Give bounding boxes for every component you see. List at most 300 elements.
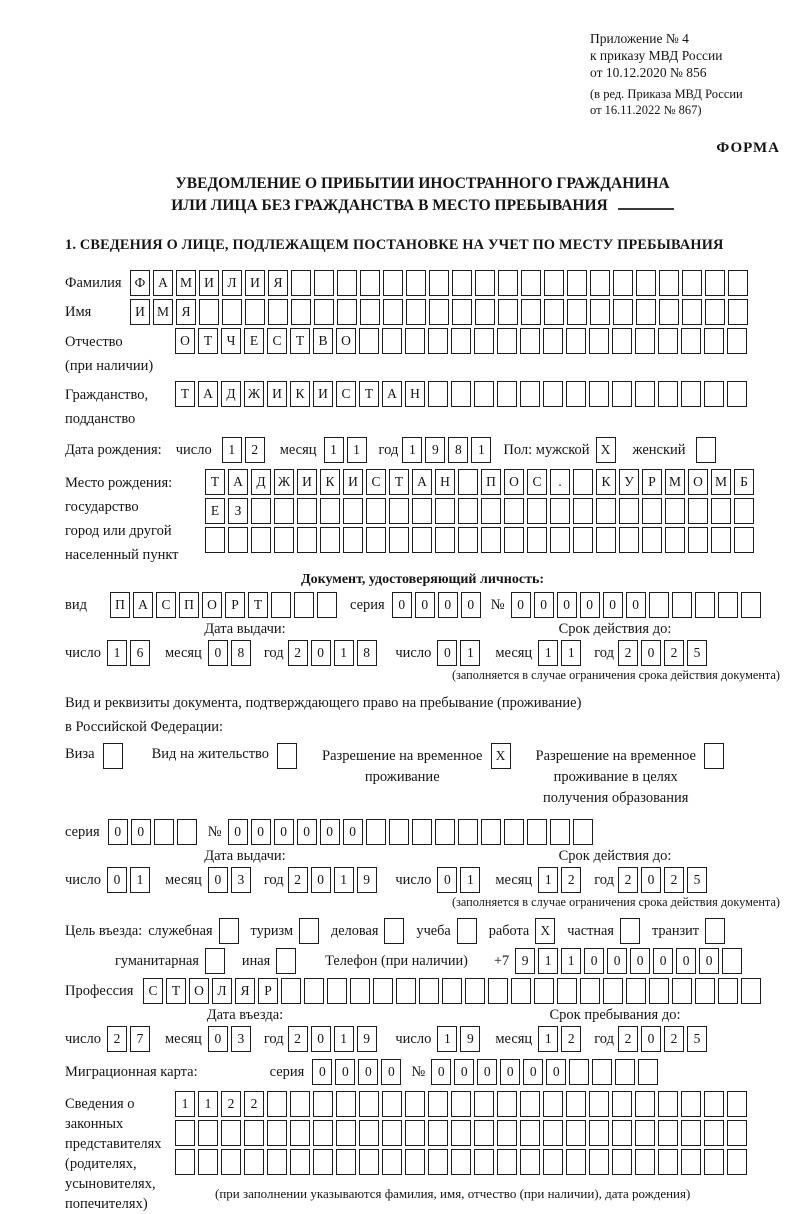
char-cell[interactable]	[741, 592, 761, 618]
char-cell[interactable]	[389, 527, 409, 553]
char-cell[interactable]	[458, 527, 478, 553]
char-cell[interactable]: Ж	[274, 469, 294, 495]
char-cell[interactable]: 2	[664, 867, 684, 893]
char-cell[interactable]	[481, 498, 501, 524]
char-cell[interactable]: 0	[251, 819, 271, 845]
char-cell[interactable]: Т	[389, 469, 409, 495]
char-cell[interactable]	[389, 819, 409, 845]
char-cell[interactable]	[366, 819, 386, 845]
char-cell[interactable]: X	[535, 918, 555, 944]
char-cell[interactable]	[589, 328, 609, 354]
char-cell[interactable]	[405, 1149, 425, 1175]
char-cell[interactable]: 0	[311, 867, 331, 893]
char-cell[interactable]	[304, 978, 324, 1004]
char-cell[interactable]: Р	[225, 592, 245, 618]
char-cell[interactable]	[474, 328, 494, 354]
char-cell[interactable]: Н	[435, 469, 455, 495]
char-cell[interactable]	[221, 1120, 241, 1146]
char-cell[interactable]	[458, 819, 478, 845]
char-cell[interactable]	[336, 1091, 356, 1117]
char-cell[interactable]	[658, 1091, 678, 1117]
char-cell[interactable]	[580, 978, 600, 1004]
char-cell[interactable]	[569, 1059, 589, 1085]
char-cell[interactable]	[474, 1091, 494, 1117]
char-cell[interactable]: Ж	[244, 381, 264, 407]
char-cell[interactable]: А	[153, 270, 173, 296]
char-cell[interactable]	[314, 299, 334, 325]
char-cell[interactable]	[649, 592, 669, 618]
char-cell[interactable]: Т	[166, 978, 186, 1004]
char-cell[interactable]: 0	[381, 1059, 401, 1085]
char-cell[interactable]: И	[343, 469, 363, 495]
char-cell[interactable]	[550, 819, 570, 845]
char-cell[interactable]	[589, 1149, 609, 1175]
char-cell[interactable]	[268, 299, 288, 325]
char-cell[interactable]	[688, 527, 708, 553]
char-cell[interactable]: 0	[557, 592, 577, 618]
char-cell[interactable]	[635, 1120, 655, 1146]
char-cell[interactable]: 6	[130, 640, 150, 666]
char-cell[interactable]	[596, 527, 616, 553]
char-cell[interactable]	[592, 1059, 612, 1085]
char-cell[interactable]: 9	[515, 948, 535, 974]
char-cell[interactable]	[566, 381, 586, 407]
char-cell[interactable]	[638, 1059, 658, 1085]
char-cell[interactable]: 0	[431, 1059, 451, 1085]
char-cell[interactable]: 0	[208, 1026, 228, 1052]
char-cell[interactable]	[672, 592, 692, 618]
char-cell[interactable]	[359, 328, 379, 354]
char-cell[interactable]	[297, 527, 317, 553]
char-cell[interactable]	[382, 328, 402, 354]
char-cell[interactable]	[435, 527, 455, 553]
char-cell[interactable]	[382, 1149, 402, 1175]
char-cell[interactable]	[573, 819, 593, 845]
char-cell[interactable]: 0	[343, 819, 363, 845]
char-cell[interactable]: Я	[176, 299, 196, 325]
char-cell[interactable]: Д	[221, 381, 241, 407]
char-cell[interactable]	[603, 978, 623, 1004]
char-cell[interactable]	[727, 381, 747, 407]
char-cell[interactable]	[497, 1120, 517, 1146]
char-cell[interactable]	[711, 498, 731, 524]
char-cell[interactable]	[458, 469, 478, 495]
char-cell[interactable]: С	[336, 381, 356, 407]
char-cell[interactable]: 0	[603, 592, 623, 618]
char-cell[interactable]	[474, 381, 494, 407]
char-cell[interactable]	[705, 270, 725, 296]
char-cell[interactable]	[406, 270, 426, 296]
char-cell[interactable]: 0	[358, 1059, 378, 1085]
char-cell[interactable]: О	[175, 328, 195, 354]
char-cell[interactable]	[612, 1091, 632, 1117]
char-cell[interactable]	[727, 328, 747, 354]
char-cell[interactable]	[103, 743, 123, 769]
char-cell[interactable]	[297, 498, 317, 524]
char-cell[interactable]	[384, 918, 404, 944]
char-cell[interactable]: 0	[392, 592, 412, 618]
char-cell[interactable]: Я	[235, 978, 255, 1004]
char-cell[interactable]: И	[199, 270, 219, 296]
char-cell[interactable]	[360, 270, 380, 296]
char-cell[interactable]	[635, 328, 655, 354]
char-cell[interactable]	[313, 1091, 333, 1117]
char-cell[interactable]	[520, 1120, 540, 1146]
char-cell[interactable]	[291, 270, 311, 296]
char-cell[interactable]: В	[313, 328, 333, 354]
char-cell[interactable]: 3	[231, 867, 251, 893]
char-cell[interactable]	[290, 1091, 310, 1117]
char-cell[interactable]	[658, 381, 678, 407]
char-cell[interactable]	[718, 978, 738, 1004]
char-cell[interactable]	[711, 527, 731, 553]
char-cell[interactable]	[320, 498, 340, 524]
char-cell[interactable]: 0	[653, 948, 673, 974]
char-cell[interactable]	[267, 1091, 287, 1117]
char-cell[interactable]	[205, 527, 225, 553]
char-cell[interactable]: 2	[618, 1026, 638, 1052]
char-cell[interactable]	[696, 437, 716, 463]
char-cell[interactable]	[682, 270, 702, 296]
char-cell[interactable]: 2	[561, 867, 581, 893]
char-cell[interactable]: 0	[477, 1059, 497, 1085]
char-cell[interactable]	[475, 299, 495, 325]
char-cell[interactable]: 0	[676, 948, 696, 974]
char-cell[interactable]: 0	[584, 948, 604, 974]
char-cell[interactable]: Е	[205, 498, 225, 524]
char-cell[interactable]: 0	[437, 640, 457, 666]
char-cell[interactable]	[442, 978, 462, 1004]
char-cell[interactable]: 1	[538, 1026, 558, 1052]
char-cell[interactable]	[550, 527, 570, 553]
char-cell[interactable]: 9	[357, 867, 377, 893]
char-cell[interactable]	[313, 1149, 333, 1175]
char-cell[interactable]	[573, 527, 593, 553]
char-cell[interactable]: 0	[228, 819, 248, 845]
char-cell[interactable]	[175, 1149, 195, 1175]
char-cell[interactable]	[457, 918, 477, 944]
char-cell[interactable]	[451, 1120, 471, 1146]
char-cell[interactable]: 1	[561, 948, 581, 974]
char-cell[interactable]	[613, 270, 633, 296]
char-cell[interactable]: 5	[687, 1026, 707, 1052]
char-cell[interactable]: 9	[460, 1026, 480, 1052]
char-cell[interactable]	[681, 1120, 701, 1146]
char-cell[interactable]: Ч	[221, 328, 241, 354]
char-cell[interactable]	[350, 978, 370, 1004]
char-cell[interactable]	[428, 328, 448, 354]
char-cell[interactable]	[704, 381, 724, 407]
char-cell[interactable]: Т	[248, 592, 268, 618]
char-cell[interactable]	[198, 1120, 218, 1146]
char-cell[interactable]	[704, 328, 724, 354]
char-cell[interactable]	[619, 527, 639, 553]
char-cell[interactable]	[222, 299, 242, 325]
char-cell[interactable]	[294, 592, 314, 618]
char-cell[interactable]	[681, 381, 701, 407]
char-cell[interactable]: Л	[212, 978, 232, 1004]
char-cell[interactable]	[527, 527, 547, 553]
char-cell[interactable]	[343, 527, 363, 553]
char-cell[interactable]	[267, 1120, 287, 1146]
char-cell[interactable]: 0	[107, 867, 127, 893]
char-cell[interactable]	[419, 978, 439, 1004]
char-cell[interactable]: Е	[244, 328, 264, 354]
char-cell[interactable]	[665, 527, 685, 553]
char-cell[interactable]: 0	[320, 819, 340, 845]
char-cell[interactable]	[281, 978, 301, 1004]
char-cell[interactable]: 0	[108, 819, 128, 845]
char-cell[interactable]	[228, 527, 248, 553]
char-cell[interactable]	[543, 1120, 563, 1146]
char-cell[interactable]: 2	[288, 867, 308, 893]
char-cell[interactable]	[428, 1091, 448, 1117]
char-cell[interactable]	[718, 592, 738, 618]
char-cell[interactable]	[429, 299, 449, 325]
char-cell[interactable]	[451, 1091, 471, 1117]
char-cell[interactable]: 0	[274, 819, 294, 845]
char-cell[interactable]: П	[179, 592, 199, 618]
char-cell[interactable]: 0	[311, 640, 331, 666]
char-cell[interactable]: 0	[641, 867, 661, 893]
char-cell[interactable]: Р	[642, 469, 662, 495]
char-cell[interactable]: Д	[251, 469, 271, 495]
char-cell[interactable]: 1	[222, 437, 242, 463]
char-cell[interactable]	[458, 498, 478, 524]
char-cell[interactable]: М	[176, 270, 196, 296]
char-cell[interactable]	[566, 328, 586, 354]
char-cell[interactable]: А	[412, 469, 432, 495]
char-cell[interactable]	[520, 381, 540, 407]
char-cell[interactable]	[314, 270, 334, 296]
char-cell[interactable]	[290, 1120, 310, 1146]
char-cell[interactable]: К	[320, 469, 340, 495]
char-cell[interactable]: 0	[580, 592, 600, 618]
char-cell[interactable]: 0	[630, 948, 650, 974]
char-cell[interactable]	[504, 819, 524, 845]
char-cell[interactable]	[590, 270, 610, 296]
char-cell[interactable]	[566, 1120, 586, 1146]
char-cell[interactable]	[336, 1120, 356, 1146]
char-cell[interactable]	[619, 498, 639, 524]
char-cell[interactable]	[659, 270, 679, 296]
char-cell[interactable]	[497, 328, 517, 354]
char-cell[interactable]	[474, 1120, 494, 1146]
char-cell[interactable]	[635, 381, 655, 407]
char-cell[interactable]	[382, 1091, 402, 1117]
char-cell[interactable]: Л	[222, 270, 242, 296]
char-cell[interactable]	[451, 1149, 471, 1175]
char-cell[interactable]	[244, 1120, 264, 1146]
char-cell[interactable]: 9	[425, 437, 445, 463]
char-cell[interactable]	[665, 498, 685, 524]
char-cell[interactable]: 1	[437, 1026, 457, 1052]
char-cell[interactable]	[412, 498, 432, 524]
char-cell[interactable]: 3	[231, 1026, 251, 1052]
char-cell[interactable]: Т	[359, 381, 379, 407]
char-cell[interactable]: 1	[538, 948, 558, 974]
char-cell[interactable]	[428, 1120, 448, 1146]
char-cell[interactable]	[271, 592, 291, 618]
char-cell[interactable]	[727, 1091, 747, 1117]
char-cell[interactable]: 1	[130, 867, 150, 893]
char-cell[interactable]: А	[198, 381, 218, 407]
char-cell[interactable]	[504, 527, 524, 553]
char-cell[interactable]	[337, 299, 357, 325]
char-cell[interactable]	[199, 299, 219, 325]
char-cell[interactable]	[359, 1149, 379, 1175]
char-cell[interactable]	[728, 270, 748, 296]
char-cell[interactable]: 0	[208, 867, 228, 893]
char-cell[interactable]	[615, 1059, 635, 1085]
char-cell[interactable]	[383, 299, 403, 325]
char-cell[interactable]	[428, 381, 448, 407]
char-cell[interactable]	[205, 948, 225, 974]
char-cell[interactable]	[688, 498, 708, 524]
char-cell[interactable]	[589, 1120, 609, 1146]
char-cell[interactable]	[672, 978, 692, 1004]
char-cell[interactable]: О	[202, 592, 222, 618]
char-cell[interactable]: 8	[231, 640, 251, 666]
char-cell[interactable]	[682, 299, 702, 325]
char-cell[interactable]	[498, 270, 518, 296]
char-cell[interactable]	[435, 498, 455, 524]
char-cell[interactable]: И	[267, 381, 287, 407]
char-cell[interactable]	[320, 527, 340, 553]
char-cell[interactable]	[317, 592, 337, 618]
char-cell[interactable]	[589, 1091, 609, 1117]
char-cell[interactable]: Я	[268, 270, 288, 296]
char-cell[interactable]: 0	[641, 640, 661, 666]
char-cell[interactable]: О	[688, 469, 708, 495]
char-cell[interactable]	[567, 299, 587, 325]
char-cell[interactable]	[521, 270, 541, 296]
char-cell[interactable]	[566, 1091, 586, 1117]
char-cell[interactable]	[567, 270, 587, 296]
char-cell[interactable]	[481, 527, 501, 553]
char-cell[interactable]	[681, 1149, 701, 1175]
char-cell[interactable]: К	[596, 469, 616, 495]
char-cell[interactable]	[527, 819, 547, 845]
char-cell[interactable]: 0	[437, 867, 457, 893]
char-cell[interactable]: С	[366, 469, 386, 495]
char-cell[interactable]	[382, 1120, 402, 1146]
char-cell[interactable]: С	[143, 978, 163, 1004]
char-cell[interactable]: 1	[460, 640, 480, 666]
char-cell[interactable]	[727, 1120, 747, 1146]
char-cell[interactable]	[497, 1091, 517, 1117]
char-cell[interactable]: И	[130, 299, 150, 325]
char-cell[interactable]: Т	[290, 328, 310, 354]
char-cell[interactable]: А	[228, 469, 248, 495]
char-cell[interactable]: 1	[198, 1091, 218, 1117]
char-cell[interactable]	[299, 918, 319, 944]
char-cell[interactable]	[612, 381, 632, 407]
char-cell[interactable]: 5	[687, 867, 707, 893]
char-cell[interactable]: 0	[312, 1059, 332, 1085]
char-cell[interactable]: А	[382, 381, 402, 407]
char-cell[interactable]	[543, 1091, 563, 1117]
char-cell[interactable]: С	[267, 328, 287, 354]
char-cell[interactable]: 0	[534, 592, 554, 618]
char-cell[interactable]: .	[550, 469, 570, 495]
char-cell[interactable]: 0	[641, 1026, 661, 1052]
char-cell[interactable]: Ф	[130, 270, 150, 296]
char-cell[interactable]	[590, 299, 610, 325]
char-cell[interactable]	[451, 328, 471, 354]
char-cell[interactable]: 0	[546, 1059, 566, 1085]
char-cell[interactable]	[198, 1149, 218, 1175]
char-cell[interactable]	[596, 498, 616, 524]
char-cell[interactable]	[695, 978, 715, 1004]
char-cell[interactable]	[337, 270, 357, 296]
char-cell[interactable]	[534, 978, 554, 1004]
char-cell[interactable]	[412, 527, 432, 553]
char-cell[interactable]	[543, 328, 563, 354]
char-cell[interactable]	[429, 270, 449, 296]
char-cell[interactable]: М	[665, 469, 685, 495]
char-cell[interactable]: Т	[205, 469, 225, 495]
char-cell[interactable]	[276, 948, 296, 974]
char-cell[interactable]: 1	[175, 1091, 195, 1117]
char-cell[interactable]	[659, 299, 679, 325]
char-cell[interactable]	[451, 381, 471, 407]
char-cell[interactable]	[474, 1149, 494, 1175]
char-cell[interactable]: 1	[324, 437, 344, 463]
char-cell[interactable]: 2	[664, 640, 684, 666]
char-cell[interactable]	[620, 918, 640, 944]
char-cell[interactable]: 2	[561, 1026, 581, 1052]
char-cell[interactable]: 1	[334, 640, 354, 666]
char-cell[interactable]	[681, 328, 701, 354]
char-cell[interactable]	[566, 1149, 586, 1175]
char-cell[interactable]	[573, 498, 593, 524]
char-cell[interactable]: 2	[288, 640, 308, 666]
char-cell[interactable]	[544, 270, 564, 296]
char-cell[interactable]	[635, 1149, 655, 1175]
char-cell[interactable]: 8	[357, 640, 377, 666]
char-cell[interactable]	[452, 299, 472, 325]
char-cell[interactable]	[497, 1149, 517, 1175]
char-cell[interactable]	[704, 1091, 724, 1117]
char-cell[interactable]	[481, 819, 501, 845]
char-cell[interactable]	[658, 328, 678, 354]
char-cell[interactable]	[389, 498, 409, 524]
char-cell[interactable]: 0	[415, 592, 435, 618]
char-cell[interactable]: И	[297, 469, 317, 495]
char-cell[interactable]	[626, 978, 646, 1004]
char-cell[interactable]: 0	[297, 819, 317, 845]
char-cell[interactable]: 2	[244, 1091, 264, 1117]
char-cell[interactable]	[613, 299, 633, 325]
char-cell[interactable]	[221, 1149, 241, 1175]
char-cell[interactable]: 1	[347, 437, 367, 463]
char-cell[interactable]	[635, 1091, 655, 1117]
char-cell[interactable]	[219, 918, 239, 944]
char-cell[interactable]	[291, 299, 311, 325]
char-cell[interactable]	[658, 1120, 678, 1146]
char-cell[interactable]	[405, 1091, 425, 1117]
char-cell[interactable]: 0	[511, 592, 531, 618]
char-cell[interactable]	[705, 299, 725, 325]
char-cell[interactable]: М	[153, 299, 173, 325]
char-cell[interactable]	[658, 1149, 678, 1175]
char-cell[interactable]	[175, 1120, 195, 1146]
char-cell[interactable]	[704, 1149, 724, 1175]
char-cell[interactable]: М	[711, 469, 731, 495]
char-cell[interactable]: 0	[311, 1026, 331, 1052]
char-cell[interactable]	[244, 1149, 264, 1175]
